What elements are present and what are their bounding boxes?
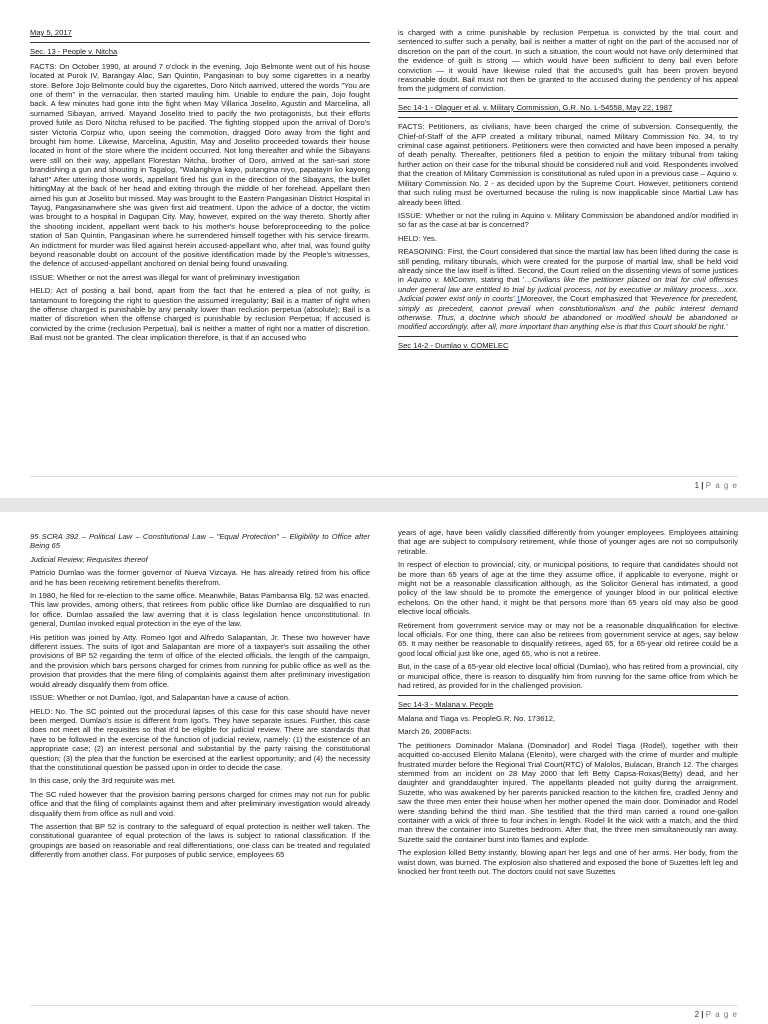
- case-heading-malana: Sec 14-3 - Malana v. People: [398, 699, 494, 709]
- page1-left-column: [30, 28, 370, 468]
- case-heading-dumlao: Sec 14-2 - Dumlao v. COMELEC: [398, 340, 509, 350]
- case-facts: The petitioners Dominador Malana (Dominador) and Rodel Tiaga (Rodel), together with their acquitted co-accused Elenito Malana (Elenito), were charged with the crime of murder and multiple frustrated murder before the Regional Trial Court(RTC) of Malolos, Bulacan, Branch 12. The charges stemmed from an incident on 28 May 2000 that left Betty Capsa-Roxas(Betty) dead, and her daughter and granddaughter injured. The appellants pleaded not guilty during the arraignment. Suzette, who was awakened by her parents panicked reaction to the kitchen fire, cradled Jenny and saw the three men enter their house when her mother opened the main door. Dominador and Rodel were standing behind the third man. She testified that the third man carried a round one-gallon container with a wick of three to four inches in length. Rodel lit the wick with a match, and the third man threw the container into Suzettes bedroom. After that, the three men simultaneously ran away. Suzette said the container burst into flames and explode.: [398, 740, 738, 844]
- case-heading-olaguer: Sec 14-1 - Olaguer et al. v. Military Commission, G.R. No. L-54558, May 22, 1987: [398, 102, 673, 112]
- reasoning-text: Moreover, the Court emphasized that: [520, 294, 650, 304]
- case-issue: ISSUE: Whether or not the ruling in Aquino v. Military Commission be abandoned and/or modified in so far as the case at bar is concerned?: [398, 210, 738, 230]
- case-date: March 26, 2008Facts:: [398, 727, 472, 737]
- case-held: HELD: No. The SC pointed out the procedural lapses of this case for this case should have never been merged. Dumlao's issue is different from Igot's. They have separate issues. Further, this case does not meet all the requisites so that it'd be eligible for judicial review. There are standards that have to be followed in the exercise of the function of judicial review, namely: (1) the existence of an appropriate case; (2) an interest personal and substantial by the party raising the constitutional question; (3) the plea that the function be exercised at the earliest opportunity; and (4) the necessity that the constitutional question be passed upon in order to decide the case.: [30, 706, 370, 772]
- case-paragraph: The assertion that BP 52 is contrary to the safeguard of equal protection is neither well taken. The constitutional guarantee of equal protection of the laws is subject to rational classification. If the groupings are based on reasonable and real differentiations, one class can be treated and regulated differently from another class. For purposes of public service, employees 65: [30, 821, 370, 860]
- page-label: P a g e: [705, 481, 738, 490]
- case-paragraph: But, in the case of a 65-year old elective local official (Dumlao), who has retired from a provincial, city or municipal office, there is reason to disqualify him from running for the same office from which he had retired, as provided for in the challenged provision.: [398, 662, 738, 691]
- page-number: 2: [694, 1010, 700, 1019]
- reasoning-quote: 'Reverence for precedent, simply as precedent, cannot prevail when constitutionalism and the public interest demand otherwise. Thus, a doctrine which should be abandoned or modified should be abandoned or modified accordingly. after all, more important than anything else is that this Court should be right.': [398, 294, 738, 332]
- case-citation: 95 SCRA 392 – Political Law – Constitutional Law – "Equal Protection" – Eligibility to Office after Being 65: [30, 532, 370, 551]
- reasoning-text: REASONING: First, the Court considered that since the martial law has been lifted during the case is still pending, military tibunals, which were created for the purpose of martial law, shall be held void already since the law itself is lifted. Second, the Court relied on the dissenting views of some justices in: [398, 247, 738, 285]
- divider: [30, 42, 370, 43]
- case-subject: Judicial Review; Requisites thereof: [30, 554, 148, 564]
- case-title: Malana and Tiaga vs. PeopleG.R. No. 173612,: [398, 713, 556, 723]
- footer-rule: [30, 476, 738, 477]
- page-number: 1: [694, 481, 700, 490]
- divider: [398, 98, 738, 99]
- divider: [398, 336, 738, 337]
- case-issue: ISSUE: Whether or not the arrest was illegal for want of preliminary investigation: [30, 272, 300, 282]
- case-held-continued: is charged with a crime punishable by reclusion Perpetua is convicted by the trial court and sentenced to suffer such a penalty, bail is neither a matter of right on the part of the accused nor of discretion on the part of the court. In such a situation, the court would not have only determined that the evidence of guilt is strong — which would have been sufficient to deny bail even before conviction — it would have likewise ruled that the accused's guilt has been proven beyond reasonable doubt. Bail must not then be granted to the accused during the pendency of his appeal from the judgment of conviction.: [398, 28, 738, 94]
- case-facts: FACTS: On October 1990, at around 7 o'clock in the evening, Jojo Belmonte went out of his house located at Purok IV, Barangay Alac, San Quintin, Pangasinan to buy some cigarettes in a nearby store. Before Jojo Belmonte could buy the cigarettes, Doro Nitch aarrived, uttered the words "You are one of them" in the vernacular, then started mauling him. Unable to endure the pain, Jojo fought back. A few minutes had gone into the fight when May Villarica Joselito, Agustin and Marcelina, all surnamed Sibayan, arrived. Mayand Joselito tried to pacify the two protagonists, but their efforts proved futile as Doro Nitcha refused to be pacified. The fighting stopped upon the arrival of Doro's sister Victoria Corpuz who, upon seeing the commotion, dragged Doro away from the fight and brought him home. Likewise, Marcelina, Agustin, May and Joselito proceeded towards their house located in front of the store where the incident occurred. Not long thereafter and while the Sibayans were still on their way, appellant Florestan Nitcha, brother of Doro, arrived at the sari-sari store brandishing a gun and shouting in Tagalog, "Walanghiya kayo, putangina niyo, papatayin ko kayong lahat!" After uttering those words, appellant fired his gun in the direction of the Sibayans, the bullet hittingMay at the back of her head and exiting through the middle of her forehead. Appellant then aimed his gun at Joselito but missed. May was brought to the Eastern Pangasinan District Hospital in Tayug, Pangasinanwhere she was given first aid treatment. Upon the advice of a doctor, the victim was brought to a hospital in Dagupan City. May, however, expired on the way thereto. Shortly after the shooting incident, appellant went back to his mother's house beforeproceeding to the police station of San Quintin, Pangasinan where he surrendered himself together with his service firearm. An indictment for murder was filed against herein accused-appellant who, after trial, was found guilty beyond reasonable doubt on account of the positive identification made by the People's witnesses, the defence of accused-appellant anchored on denial being found unavailing.: [30, 61, 370, 269]
- case-heading-nitcha: Sec. 13 - People v. Nitcha: [30, 47, 118, 57]
- footer-separator: |: [701, 481, 704, 490]
- case-paragraph: years of age, have been validly classified differently from younger employees. Employees attaining that age are subject to compulsory retirement, while those of younger ages are not so compulsorily retirable.: [398, 528, 738, 556]
- page-label: P a g e: [705, 1010, 738, 1019]
- case-paragraph: The SC ruled however that the provision barring persons charged for crimes may not run for public office and that the filing of complaints against them and after preliminary investigation would already disqualify them from office as null and void.: [30, 789, 370, 818]
- page2-right-column: [398, 528, 738, 990]
- footer-separator: |: [701, 1010, 704, 1019]
- case-paragraph: Patricio Dumlao was the former governor of Nueva Vizcaya. He has already retired from his office and he has been receiving retirement benefits therefrom.: [30, 568, 370, 587]
- document-date: May 5, 2017: [30, 28, 72, 37]
- case-paragraph: In this case, only the 3rd requisite was met.: [30, 776, 176, 786]
- case-facts: The explosion killed Betty instantly, blowing apart her legs and one of her arms. Her body, from the waist down, was burned. The explosion also shattered and exposed the bone of Suzettes left leg and knocked her front teeth out. The doctors could not save Suzettes: [398, 848, 738, 876]
- case-paragraph: In 1980, he filed for re-election to the same office. Meanwhile, Batas Pambansa Blg. 52 was enacted. This law provides, among others, that retirees from public office like Dumlao are disqualified to run for office. Dumlao assailed the law averring that it is class legislation hence unconstitutional. In general, Dumlao invoked equal protection in the eye of the law.: [30, 591, 370, 629]
- case-reasoning: [398, 247, 738, 332]
- case-facts: FACTS: Petitioners, as civilians, have been charged the crime of subversion. Consequently, the Chief-of-Staff of the AFP created a military tribunal, named Military Commission No. 34, to try criminal case against petitioners. Petitioners were then convicted and have been imposed a penalty of death penalty. Thereafter, petitioners filed a petition to enjoin the military tribunal from taking further action on their case for the tribunal should be considered null and void. Respondents involved that the creation of Military Commission is constitutional as ruled upon in a previous case – Aquino v. Military Commission No. 2 - as decided upon by the Supreme Court. However, petitioners contend that such ruling must be overturned because the ruling is now inapplicable since Martial Law has already been lifted.: [398, 122, 738, 207]
- case-paragraph: In respect of election to provincial, city, or municipal positions, to require that candidates should not be more than 65 years of age at the time they assume office, if applicable to everyone, might or might not be a reasonable classification although, as the Solicitor General has intimated, a good policy of the law should be to promote the emergence of younger blood in our political elective echelons. On the other hand, it might be that persons more than 65 years old may also be good elective local officials.: [398, 560, 738, 617]
- footer-rule: [30, 1005, 738, 1006]
- reasoning-text: , stating that '…: [475, 275, 532, 285]
- page-footer: [695, 481, 738, 490]
- case-held: HELD: Act of posting a bail bond, apart from the fact that he entered a plea of not guilty, is tantamount to foregoing the right to question the assumed irregularity; Bail is a matter of right when the offense charged is punishable by any penalty lower than reclusion perpetua (absolute); Bail is a matter of discretion when the offense charged is punishable by reclusion Perpetua; If accused is convicted by the crime (reclusion Perpetua), bail is neither a matter of right nor a matter of discretion. Bail must not be granted. The clear implication therefore, is that if an accused who: [30, 286, 370, 343]
- page-footer: [695, 1010, 738, 1019]
- page-gap: [0, 498, 768, 512]
- case-paragraph: His petition was joined by Atty. Romeo Igot and Alfredo Salapantan, Jr. These two however have different issues. The suits of Igot and Salapantan are more of a taxpayer's suit assailing the other provisions of BP 52 regarding the term of office of the elected officials, the length of the campaign, and the provision which bars persons charged for crimes from running for public office as well as the provision that provides that the mere filing of complaints against them after preliminary investigation would already disqualify them from office.: [30, 632, 370, 689]
- page2-left-column: [30, 532, 370, 990]
- divider: [398, 695, 738, 696]
- footnote-link[interactable]: 1: [516, 294, 521, 304]
- page1-right-column: [398, 28, 738, 468]
- case-held: HELD: Yes.: [398, 233, 437, 243]
- case-paragraph: Retirement from government service may or may not be a reasonable disqualification for elective local officials. For one thing, there can also be retirees from government service at ages, say below 65. It may neither be reasonable to disqualify retirees, aged 65, for a 65-year old retiree could be a good local official just like one, aged 65, who is not a retiree.: [398, 620, 738, 658]
- reasoning-case-citation: Aquino v. MilComm: [407, 275, 476, 285]
- case-issue: ISSUE: Whether or not Dumlao, Igot, and Salapantan have a cause of action.: [30, 693, 291, 703]
- reasoning-quote: Civilians like the petitioner placed on trial for civil offenses under general law are entitled to trial by judicial process, not by executive or military process…xxx. Judicial power exist only in courts'.: [398, 275, 738, 304]
- divider: [398, 117, 738, 118]
- document-page-1: [0, 0, 768, 498]
